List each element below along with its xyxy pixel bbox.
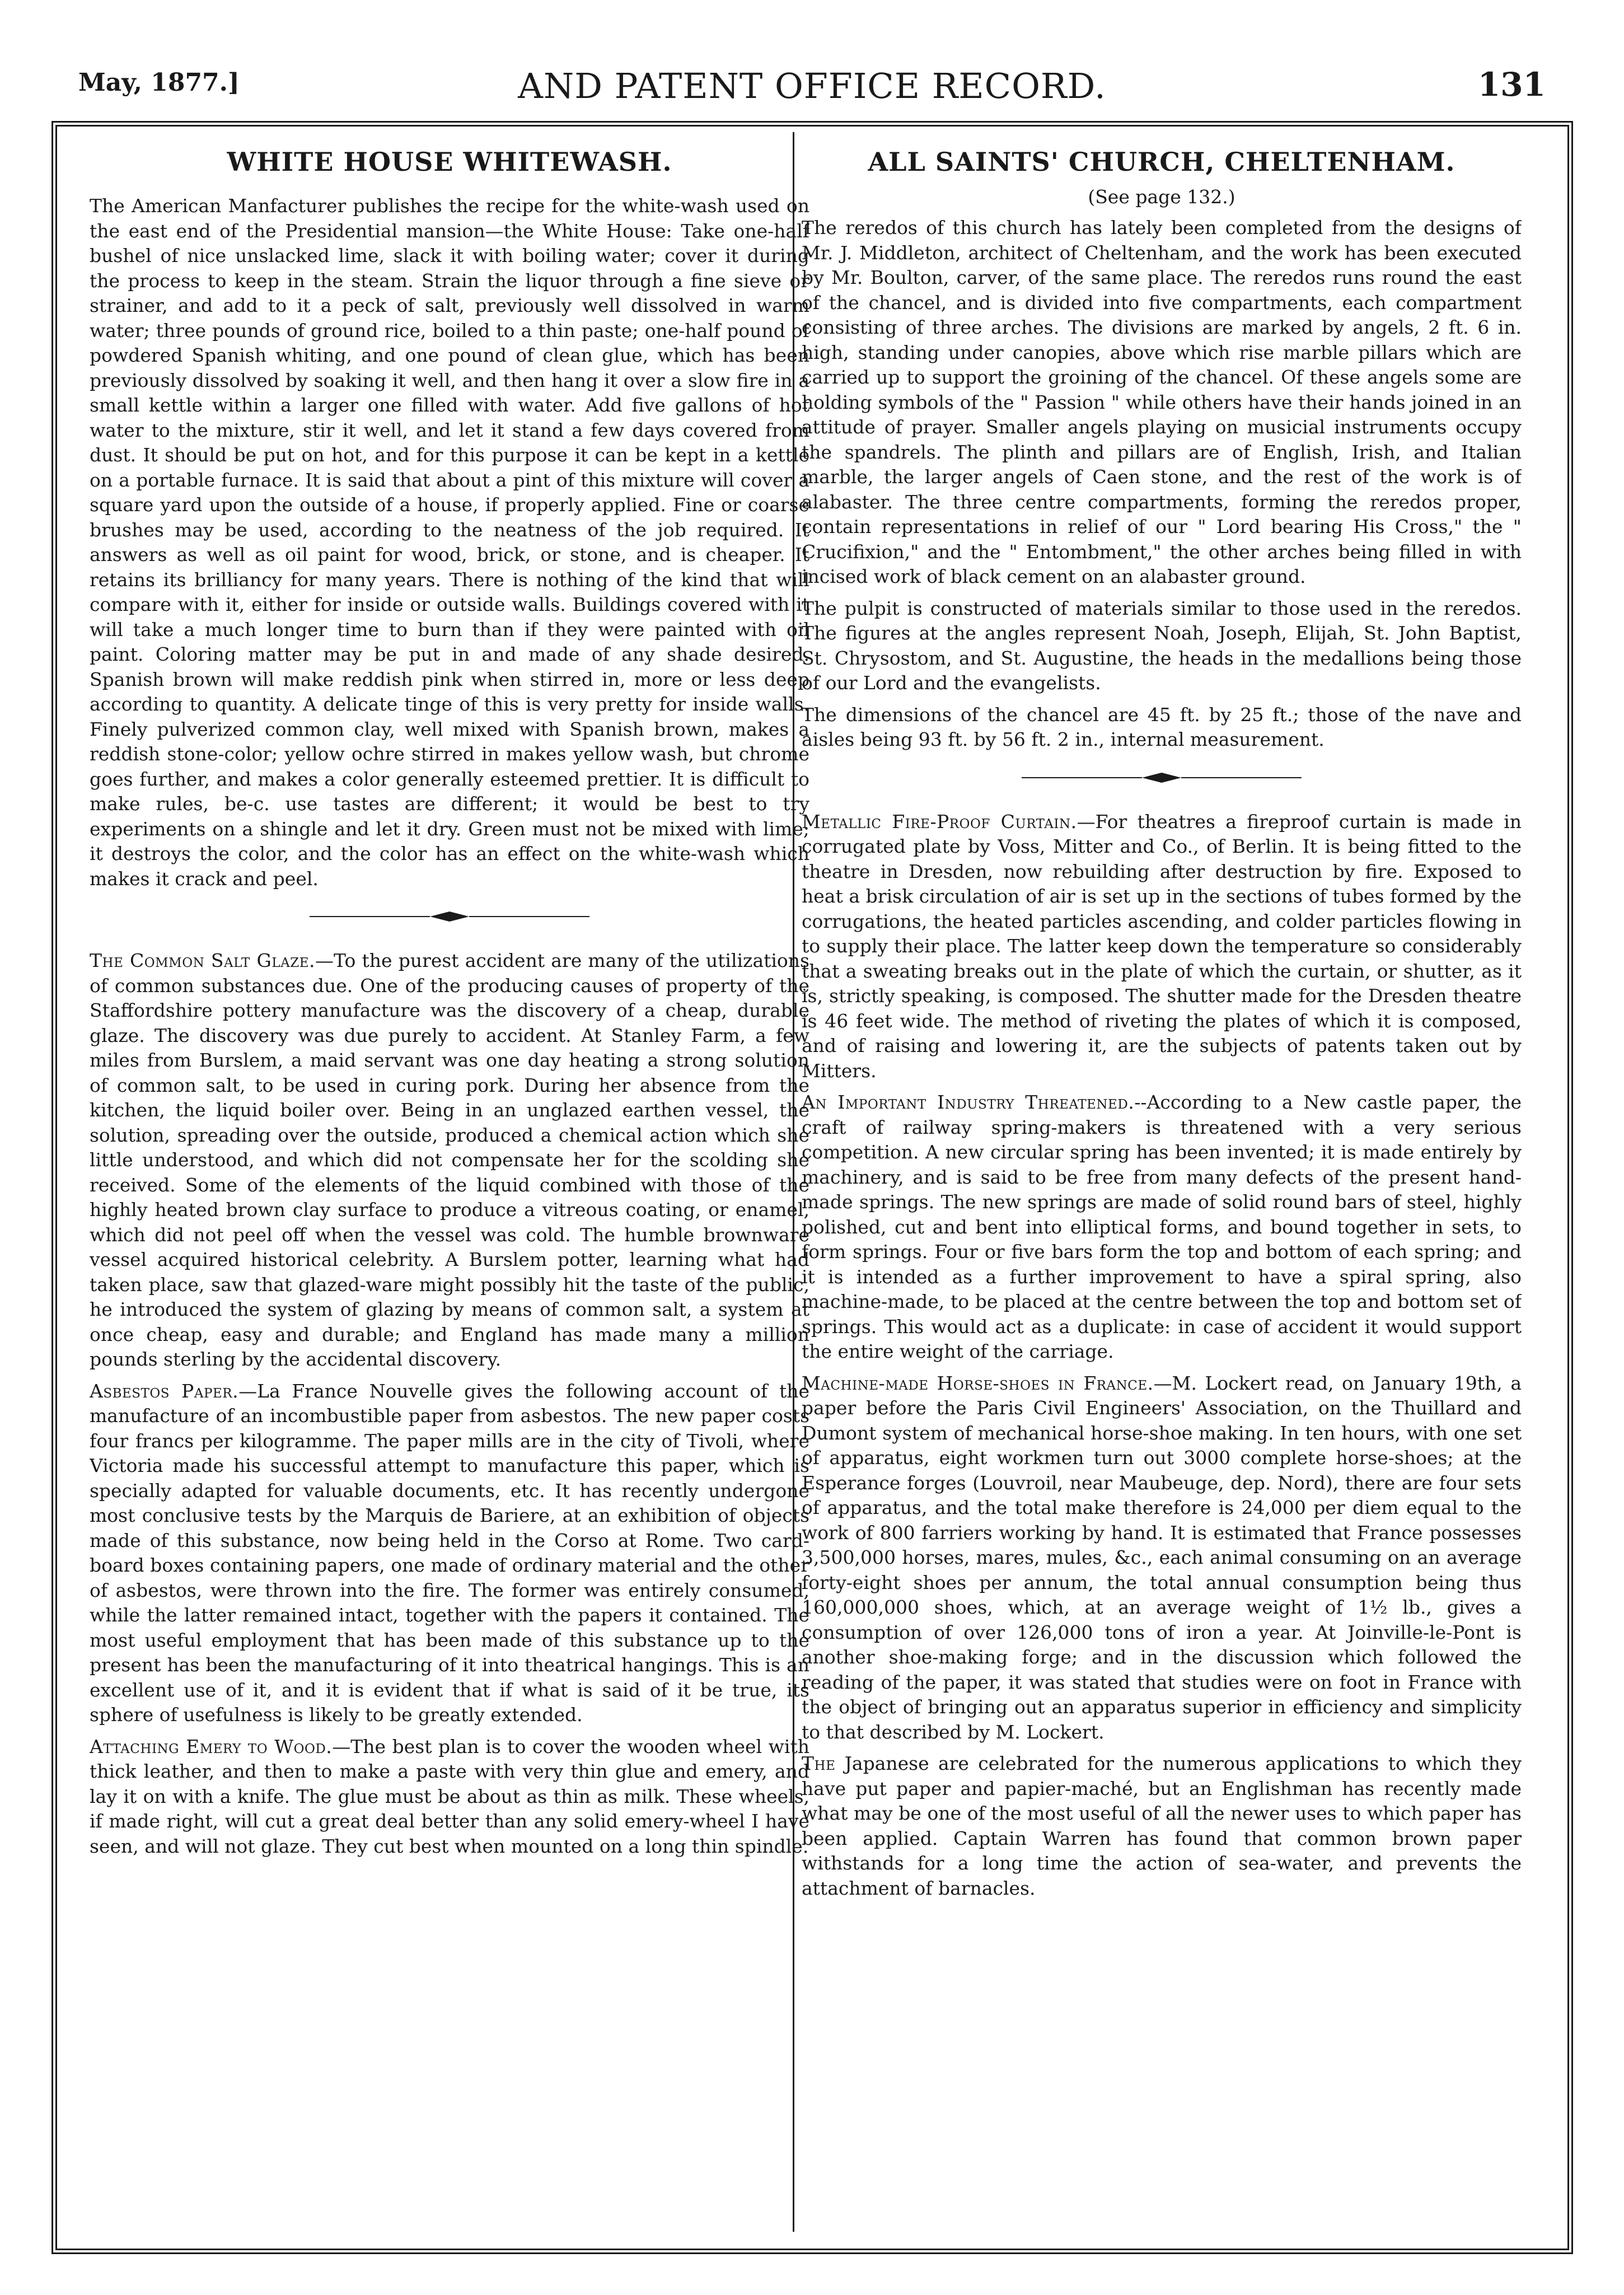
article-body-horse-shoes: —M. Lockert read, on January 19th, a paper before the Paris Civil Engineers' Association, on the Thuillard and Dumont system of mechanical horse-shoe making. In ten hours, with one set of apparatus, eight workmen turn out 3000 complete horse-shoes; at the Esperance forges (Louvroil, near Maubeuge, dep. Nord), there are four sets of apparatus, and the total make therefore is 24,000 per diem equal to the work of 800 farriers working by hand. It is estimated that France possesses 3,500,000 horses, mares, mules, &c., each animal consuming on an average forty-eight shoes per annum, the total annual consumption being thus 160,000,000 shoes, which, at an average weight of 1½ lb., gives a consumption of over 126,000 tons of iron a year. At Joinville-le-Pont is another shoe-making forge; and in the discussion which followed the reading of the paper, it was stated that studies were on foot in France with the object of bringing out an apparatus superior in efficiency and simplicity to that described by M. Lockert. — [802, 1372, 1522, 1743]
article-title-all-saints: ALL SAINTS' CHURCH, CHELTENHAM. — [868, 147, 1455, 177]
article-body-fire-proof-curtain: —For theatres a fireproof curtain is made in corrugated plate by Voss, Mitter and Co., of Berlin. It is being fitted to the theatre in Dresden, now rebuilding after destruction by fire. Exposed to heat a brisk circulation of air is set up in the sections of tubes formed by the corrugations, the heated particles ascending, and colder particles flowing in to supply their place. The latter keep down the temperature so considerably that a sweating breaks out in the plate of which the curtain, or shutter, as it is, strictly speaking, is composed. The shutter made for the Dresden theatre is 46 feet wide. The method of riveting the plates of which it is composed, and of raising and lowering it, are the subjects of patents taken out by Mitters. — [802, 810, 1522, 1082]
page-number: 131 — [1477, 66, 1546, 104]
article-subtitle-all-saints: (See page 132.) — [1088, 186, 1235, 208]
article-body-all-saints-2: The pulpit is constructed of materials similar to those used in the reredos. The figures at the angles represent Noah, Joseph, Elijah, St. John Baptist, St. Chrysostom, and St. Augustine, the heads in the medallions being those of our Lord and the evangelists. — [802, 597, 1522, 694]
article-lead-industry-threatened: An Important Industry Threatened. — [802, 1091, 1135, 1113]
article-japanese-paper — [802, 1751, 1522, 1901]
article-emery-wood — [90, 1735, 809, 1859]
article-lead-emery-wood: Attaching Emery to Wood. — [90, 1735, 333, 1758]
article-lead-salt-glaze: The Common Salt Glaze. — [90, 950, 315, 971]
article-horse-shoes — [802, 1371, 1522, 1745]
article-body-all-saints-1: The reredos of this church has lately been completed from the designs of Mr. J. Middleton, architect of Cheltenham, and the work has been executed by Mr. Boulton, carver, of the same place. The reredos runs round the east of the chancel, and is divided into five compartments, each compartment consisting of three arches. The divisions are marked by angels, 2 ft. 6 in. high, standing under canopies, above which rise marble pillars which are carried up to support the groining of the chancel. Of these angels some are holding symbols of the " Passion " while others have their hands joined in an attitude of prayer. Smaller angels playing on musicial instruments occupy the spandrels. The plinth and pillars are of English, Irish, and Italian marble, the larger angels of Caen stone, and the rest of the work is of alabaster. The three centre compartments, forming the reredos proper, contain representations in relief of our " Lord bearing His Cross," the " Crucifixion," and the " Entombment," the other arches being filled in with incised work of black cement on an alabaster ground. — [802, 217, 1522, 587]
section-divider-ornament — [310, 910, 589, 923]
article-title-whitewash: WHITE HOUSE WHITEWASH. — [227, 147, 672, 177]
article-lead-fire-proof-curtain: Metallic Fire-Proof Curtain. — [802, 810, 1077, 833]
article-salt-glaze — [90, 948, 809, 1372]
article-body-industry-threatened: --According to a New castle paper, the craft of railway spring-makers is threatened with a very serious competition. A new circular spring has been invented; it is made entirely by machinery, and is said to be free from many defects of the present hand-made springs. The new springs are made of solid round bars of steel, highly polished, cut and bent into elliptical forms, and bound together in sets, to form springs. Four or five bars form the top and bottom of each spring; and it is intended as a further improvement to have a spiral spring, also machine-made, to be placed at the centre between the top and bottom set of springs. This would act as a duplicate: in case of accident it would support the entire weight of the carriage. — [802, 1091, 1522, 1362]
article-fire-proof-curtain — [802, 810, 1522, 1084]
left-column — [90, 134, 809, 1866]
article-body-japanese-paper: Japanese are celebrated for the numerous applications to which they have put paper and papier-maché, but an Englishman has recently made what may be one of the most useful of all the newer uses to which paper has been applied. Captain Warren has found that common brown paper withstands for a long time the action of sea-water, and prevents the attachment of barnacles. — [802, 1752, 1522, 1899]
article-lead-horse-shoes: Machine-made Horse-shoes in France. — [802, 1372, 1154, 1394]
article-lead-asbestos-paper: Asbestos Paper. — [90, 1380, 239, 1402]
article-body-emery-wood: —The best plan is to cover the wooden wheel with thick leather, and then to make a paste with very thin glue and emery, and lay it on with a knife. The glue must be about as thin as milk. These wheels, if made right, will cut a great deal better than any solid emery-wheel I have seen, and will not glaze. They cut best when mounted on a long thin spindle. — [90, 1735, 809, 1857]
article-body-all-saints-3: The dimensions of the chancel are 45 ft. by 25 ft.; those of the nave and aisles being 93 ft. by 56 ft. 2 in., internal measurement. — [802, 703, 1522, 750]
article-lead-japanese-paper: The — [802, 1752, 836, 1774]
article-asbestos-paper — [90, 1379, 809, 1728]
article-industry-threatened — [802, 1090, 1522, 1364]
article-body-whitewash: The American Manfacturer publishes the recipe for the white-wash used on the east end of the Presidential mansion—the White House: Take one-half bushel of nice unslacked lime, slack it with boiling water; cover it during the process to keep in the steam. Strain the liquor through a fine sieve or strainer, and add to it a peck of salt, previously well dissolved in warm water; three pounds of ground rice, boiled to a thin paste; one-half pound of powdered Spanish whiting, and one pound of clean glue, which has been previously dissolved by soaking it well, and then hang it over a slow fire in a small kettle within a larger one filled with water. Add five gallons of hot water to the mixture, stir it well, and let it stand a few days covered from dust. It should be put on hot, and for this purpose it can be kept in a kettle on a portable furnace. It is said that about a pint of this mixture will cover a square yard upon the outside of a house, if properly applied. Fine or coarse brushes may be used, according to the neatness of the job required. It answers as well as oil paint for wood, brick, or stone, and is cheaper. It retains its brilliancy for many years. There is nothing of the kind that will compare with it, either for inside or outside walls. Buildings covered with it will take a much longer time to burn than if they were painted with oil paint. Coloring matter may be put in and made of any shade desired. Spanish brown will make reddish pink when stirred in, more or less deep according to quantity. A delicate tinge of this is very pretty for inside walls. Finely pulverized common clay, well mixed with Spanish brown, makes a reddish stone-color; yellow ochre stirred in makes yellow wash, but chrome goes further, and makes a color generally esteemed prettier. It is difficult to make rules, be-c. use tastes are different; it would be best to try experiments on a shingle and let it dry. Green must not be mixed with lime; it destroys the color, and the color has an effect on the white-wash which makes it crack and peel. — [90, 195, 809, 890]
issue-date: May, 1877.] — [78, 68, 240, 97]
article-body-asbestos-paper: —La France Nouvelle gives the following account of the manufacture of an incombustible paper from asbestos. The new paper costs four francs per kilogramme. The paper mills are in the city of Tivoli, where Victoria made his successful attempt to manufacture this paper, which is specially adapted for valuable documents, etc. It has recently undergone most conclusive tests by the Marquis de Bariere, at an exhibition of objects made of this substance, now being held in the Corso at Rome. Two card-board boxes containing papers, one made of ordinary material and the other of asbestos, were thrown into the fire. The former was entirely consumed, while the latter remained intact, together with the papers it contained. The most useful employment that has been made of this substance up to the present has been the manufacturing of it into theatrical hangings. This is an excellent use of it, and it is evident that if what is said of it be true, its sphere of usefulness is likely to be greatly extended. — [90, 1380, 809, 1726]
page-header — [56, 40, 1568, 106]
section-divider-ornament — [1022, 772, 1302, 784]
running-title: AND PATENT OFFICE RECORD. — [518, 66, 1106, 106]
article-body-salt-glaze: —To the purest accident are many of the utilizations of common substances due. One of the producing causes of property of the Staffordshire pottery manufacture was the discovery of a cheap, durable glaze. The discovery was due purely to accident. At Stanley Farm, a few miles from Burslem, a maid servant was one day heating a strong solution of common salt, to be used in curing pork. During her absence from the kitchen, the liquid boiler over. Being in an unglazed earthen vessel, the solution, spreading over the outside, produced a chemical action which she little understood, and which did not compensate her for the scolding she received. Some of the elements of the liquid combined with those of the highly heated brown clay surface to produce a vitreous coating, or enamel, which did not peel off when the vessel was cold. The humble brownware vessel acquired historical celebrity. A Burslem potter, learning what had taken place, saw that glazed-ware might possibly hit the taste of the public, he introduced the system of glazing by means of common salt, a system at once cheap, easy and durable; and England has made many a million pounds sterling by the accidental discovery. — [90, 950, 809, 1370]
right-column — [802, 134, 1522, 1908]
